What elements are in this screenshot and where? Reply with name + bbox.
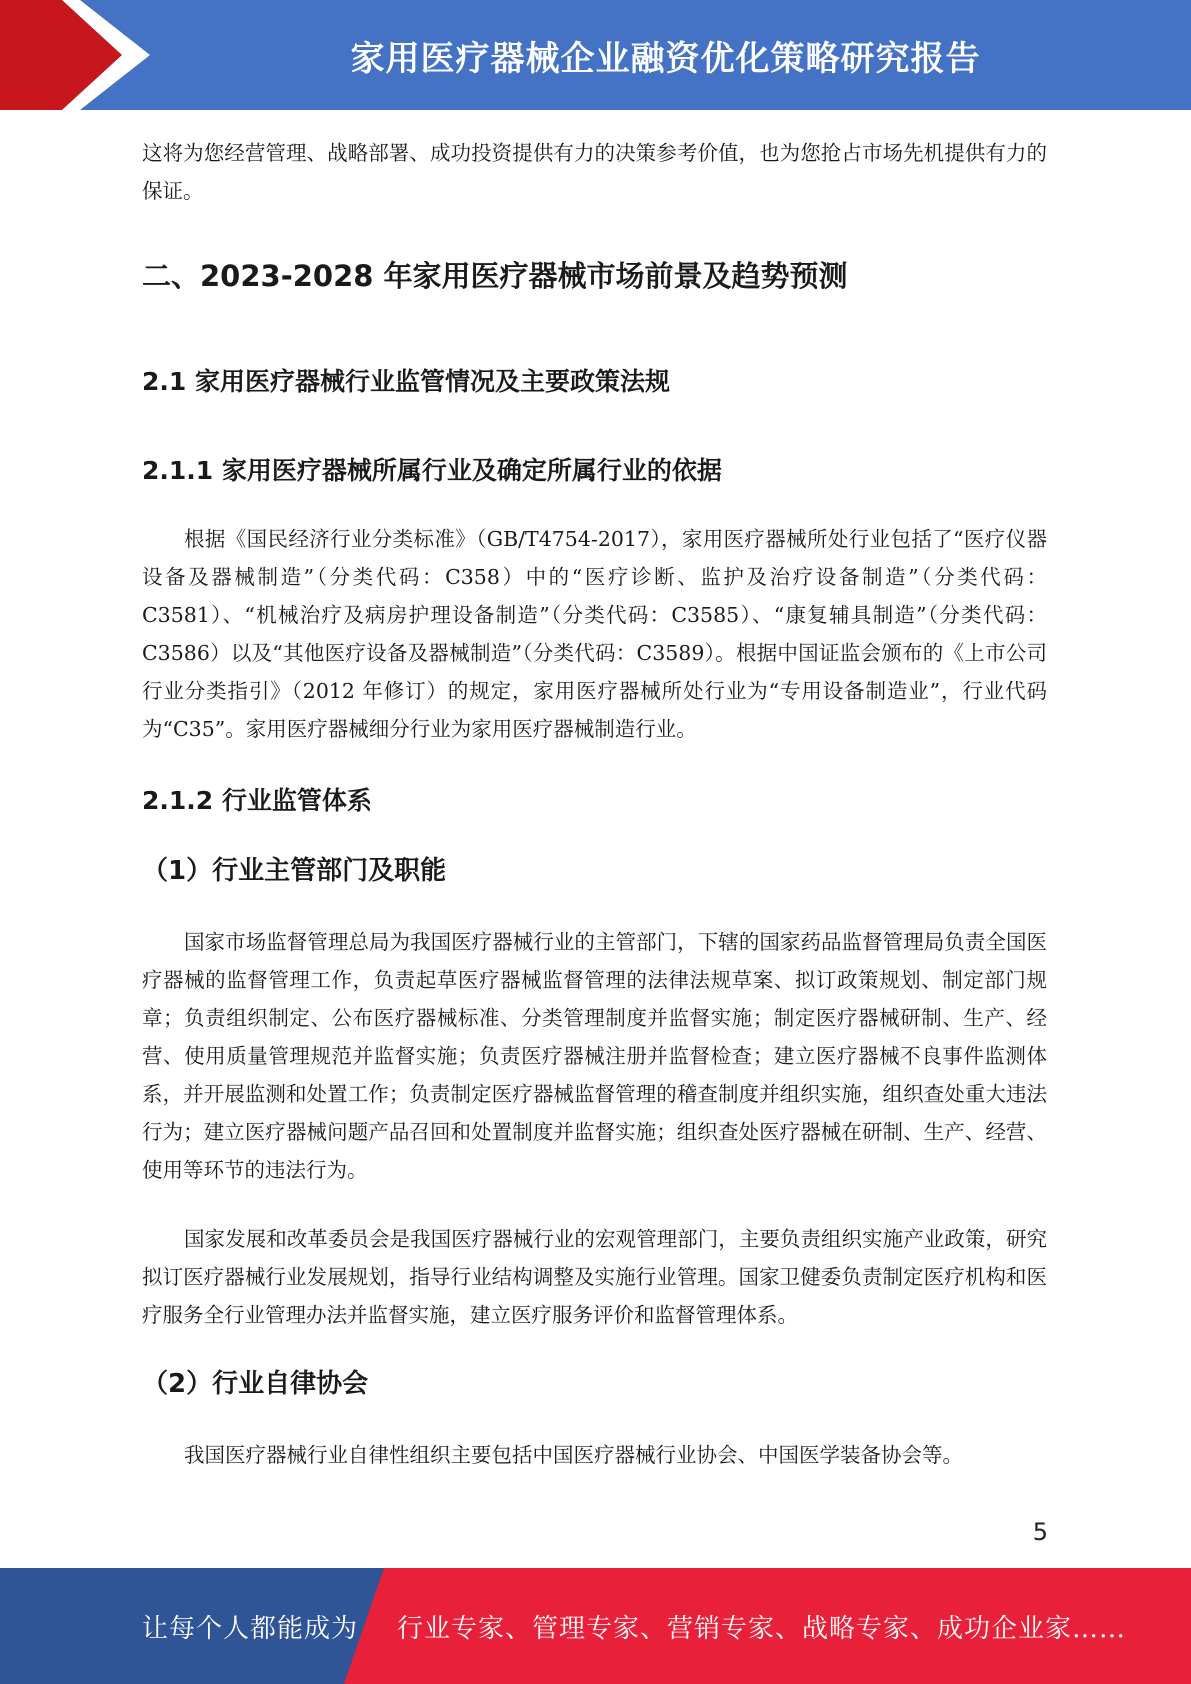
intro-paragraph: 这将为您经营管理、战略部署、成功投资提供有力的决策参考价值，也为您抢占市场先机提供有力的保证。 <box>142 141 1047 203</box>
section-title: 二、2023-2028 年家用医疗器械市场前景及趋势预测 <box>142 259 848 293</box>
part-title-associations: （2）行业自律协会 <box>142 1369 369 1399</box>
page-number: 5 <box>1032 1518 1048 1546</box>
sub-subsection-title-2-1-2: 2.1.2 行业监管体系 <box>142 786 372 815</box>
industry-classification-paragraph: 根据《国民经济行业分类标准》（GB/T4754-2017），家用医疗器械所处行业包括了“医疗仪器设备及器械制造”（分类代码：C358）中的“医疗诊断、监护及治疗设备制造”（分类代码：C3581）、“机械治疗及病房护理设备制造”（分类代码：C3585）、“康复辅具制造”（分类代码：C3586）以及“其他医疗设备及器械制造”（分类代码：C3589）。根据中国证监会颁布的《上市公司行业分类指引》（2012 年修订）的规定，家用医疗器械所处行业为“专用设备制造业”，行业代码为“C35”。家用医疗器械细分行业为家用医疗器械制造行业。 <box>142 527 1047 741</box>
regulators-paragraph-1: 国家市场监督管理总局为我国医疗器械行业的主管部门，下辖的国家药品监督管理局负责全国医疗器械的监督管理工作，负责起草医疗器械监督管理的法律法规草案、拟订政策规划、制定部门规章；负责组织制定、公布医疗器械标准、分类管理制度并监督实施；制定医疗器械研制、生产、经营、使用质量管理规范并监督实施；负责医疗器械注册并监督检查；建立医疗器械不良事件监测体系，并开展监测和处置工作；负责制定医疗器械监督管理的稽查制度并组织实施，组织查处重大违法行为；建立医疗器械问题产品召回和处置制度并监督实施；组织查处医疗器械在研制、生产、经营、使用等环节的违法行为。 <box>142 930 1047 1182</box>
regulators-paragraph-2: 国家发展和改革委员会是我国医疗器械行业的宏观管理部门，主要负责组织实施产业政策，研究拟订医疗器械行业发展规划，指导行业结构调整及实施行业管理。国家卫健委负责制定医疗机构和医疗服务全行业管理办法并监督实施，建立医疗服务评价和监督管理体系。 <box>142 1227 1047 1327</box>
associations-paragraph: 我国医疗器械行业自律性组织主要包括中国医疗器械行业协会、中国医学装备协会等。 <box>184 1443 963 1467</box>
sub-subsection-title-2-1-1: 2.1.1 家用医疗器械所属行业及确定所属行业的依据 <box>142 456 722 485</box>
header-banner <box>0 0 1191 110</box>
footer-slogan-left: 让每个人都能成为 <box>142 1613 359 1644</box>
part-title-regulators: （1）行业主管部门及职能 <box>142 856 447 886</box>
subsection-title: 2.1 家用医疗器械行业监管情况及主要政策法规 <box>142 367 670 396</box>
footer-slogan-right: 行业专家、管理专家、营销专家、战略专家、成功企业家…… <box>397 1613 1127 1644</box>
report-title: 家用医疗器械企业融资优化策略研究报告 <box>350 38 981 79</box>
footer-banner <box>0 1568 1191 1684</box>
